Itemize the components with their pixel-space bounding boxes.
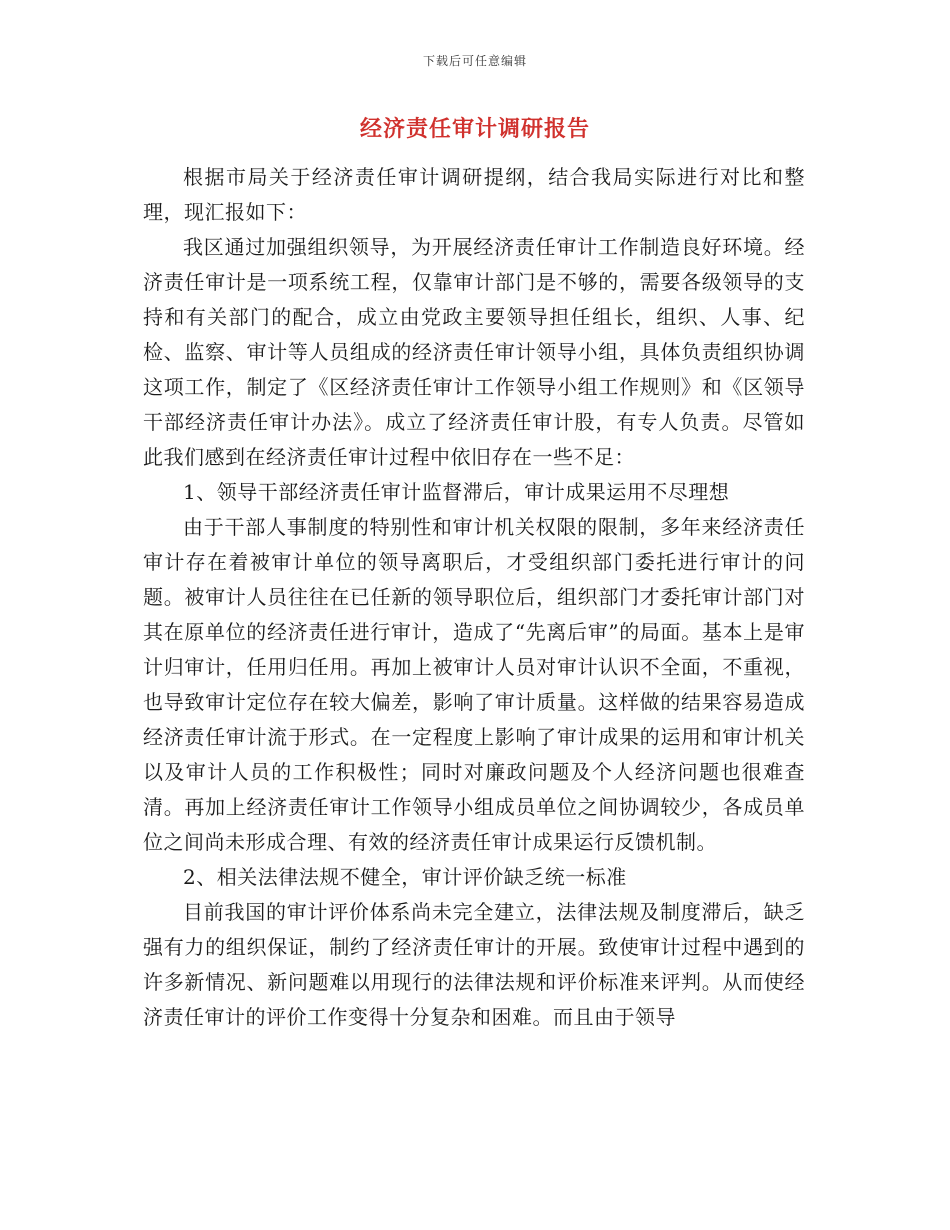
section-heading-2: 2、相关法律法规不健全，审计评价缺乏统一标准 xyxy=(183,865,627,889)
paragraph-intro: 根据市局关于经济责任审计调研提纲，结合我局实际进行对比和整理，现汇报如下： xyxy=(143,165,805,224)
document-title: 经济责任审计调研报告 xyxy=(359,116,590,142)
document-body xyxy=(143,160,805,1035)
paragraph-organization: 我区通过加强组织领导，为开展经济责任审计工作制造良好环境。经济责任审计是一项系统工程，仅靠审计部门是不够的，需要各级领导的支持和有关部门的配合，成立由党政主要领导担任组长，组织、人事、纪检、监察、审计等人员组成的经济责任审计领导小组，具体负责组织协调这项工作，制定了《区经济责任审计工作领导小组工作规则》和《区领导干部经济责任审计办法》。成立了经济责任审计股，有专人负责。尽管如此我们感到在经济责任审计过程中依旧存在一些不足： xyxy=(143,235,805,469)
header-note: 下载后可任意编辑 xyxy=(422,54,527,68)
paragraph-section-2: 目前我国的审计评价体系尚未完全建立，法律法规及制度滞后，缺乏强有力的组织保证，制约了经济责任审计的开展。致使审计过程中遇到的许多新情况、新问题难以用现行的法律法规和评价标准来评判。从而使经济责任审计的评价工作变得十分复杂和困难。而且由于领导 xyxy=(143,900,805,1029)
section-heading-1: 1、领导干部经济责任审计监督滞后，审计成果运用不尽理想 xyxy=(183,480,730,504)
paragraph-section-1: 由于干部人事制度的特别性和审计机关权限的限制，多年来经济责任审计存在着被审计单位的领导离职后，才受组织部门委托进行审计的问题。被审计人员往往在已任新的领导职位后，组织部门才委托审计部门对其在原单位的经济责任进行审计，造成了“先离后审”的局面。基本上是审计归审计，任用归任用。再加上被审计人员对审计认识不全面，不重视，也导致审计定位存在较大偏差，影响了审计质量。这样做的结果容易造成经济责任审计流于形式。在一定程度上影响了审计成果的运用和审计机关以及审计人员的工作积极性；同时对廉政问题及个人经济问题也很难查清。再加上经济责任审计工作领导小组成员单位之间协调较少，各成员单位之间尚未形成合理、有效的经济责任审计成果运行反馈机制。 xyxy=(143,515,805,854)
